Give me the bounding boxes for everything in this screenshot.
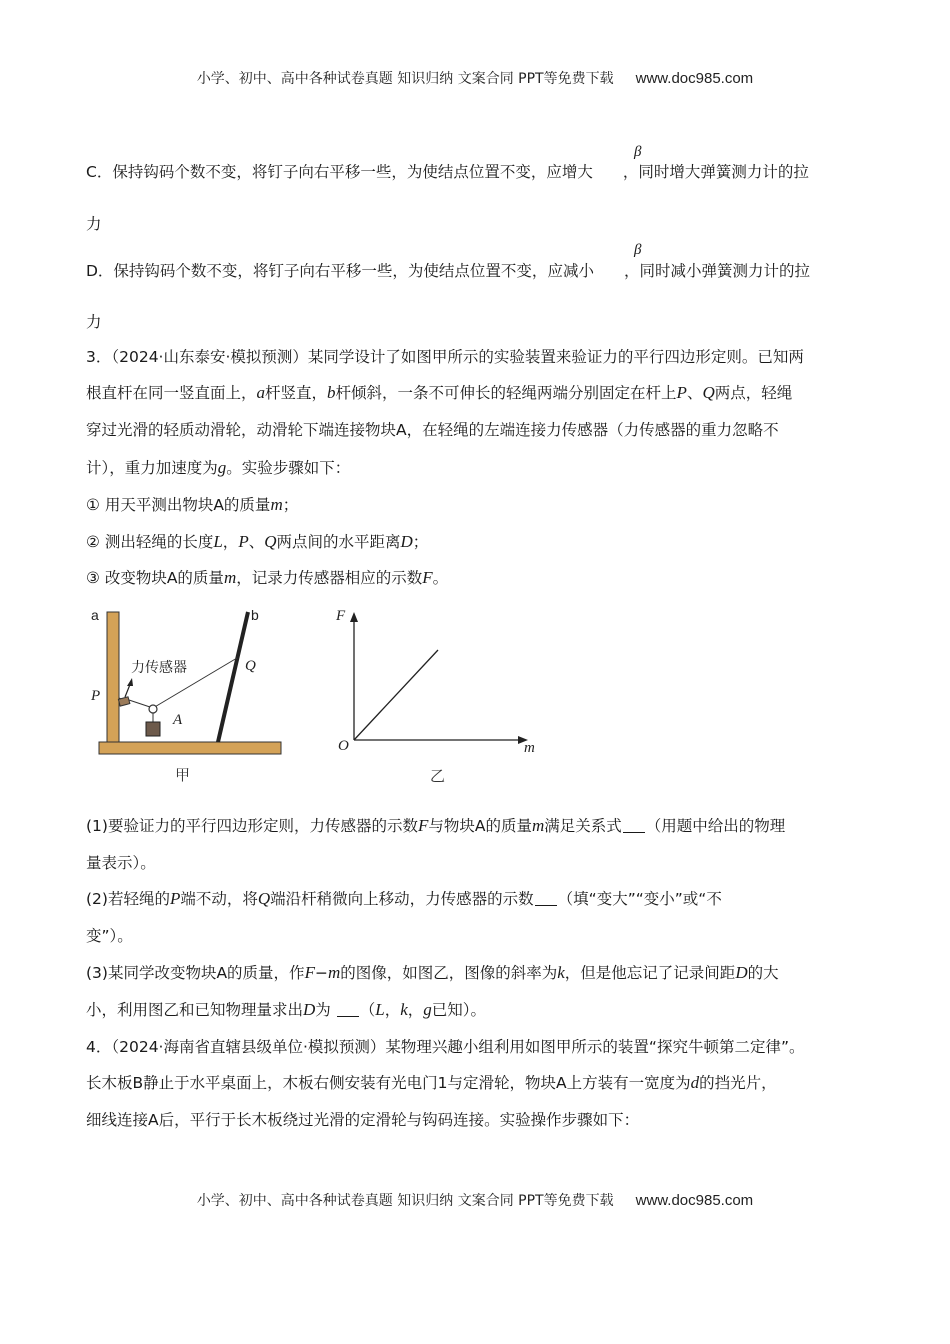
q3-line-4: 计），重力加速度为g。实验步骤如下： (86, 458, 351, 477)
q3-line-3: 穿过光滑的轻质动滑轮，动滑轮下端连接物块A，在轻绳的左端连接力传感器（力传感器的重力忽略不 (86, 421, 779, 439)
option-d-text: D．保持钩码个数不变，将钉子向右平移一些，为使结点位置不变，应减小 (86, 262, 594, 280)
pulley (149, 705, 157, 713)
q3-step-2: ② 测出轻绳的长度L，P、Q两点间的水平距离D； (86, 532, 429, 551)
q3-step-1: ① 用天平测出物块A的质量m； (86, 495, 299, 514)
option-d-beta: β (634, 242, 642, 258)
option-d-text-end: ，同时减小弹簧测力计的拉 (623, 262, 810, 280)
page-header (0, 68, 950, 88)
header-text: 小学、初中、高中各种试卷真题 知识归纳 文案合同 PPT等免费下载 (196, 71, 614, 87)
q4-line-1: 4．（2024·海南省直辖县级单位·模拟预测）某物理兴趣小组利用如图甲所示的装置“探究牛顿第二定律”。 (86, 1038, 805, 1056)
option-c-line (86, 160, 809, 182)
header-url[interactable]: www.doc985.com (635, 70, 754, 87)
answer-blank-3[interactable] (337, 1002, 359, 1017)
f-m-line (354, 650, 438, 740)
page-footer (0, 1190, 950, 1210)
caption-yi: 乙 (430, 767, 446, 785)
q3-sub1-line2: 量表示）。 (86, 854, 156, 872)
answer-blank-2[interactable] (535, 891, 557, 906)
q3-line-2: 根直杆在同一竖直面上，a杆竖直，b杆倾斜，一条不可伸长的轻绳两端分别固定在杆上P、Q两点，轻绳 (86, 383, 793, 402)
option-d-line (86, 259, 810, 281)
label-force-sensor: 力传感器 (131, 660, 187, 676)
q3-sub2-line1: (2)若轻绳的P端不动，将Q端沿杆稍微向上移动，力传感器的示数 （填“变大”“变小”或“不 (86, 889, 722, 908)
label-p: P (91, 688, 101, 704)
footer-text: 小学、初中、高中各种试卷真题 知识归纳 文案合同 PPT等免费下载 (196, 1193, 614, 1209)
label-q: Q (245, 658, 256, 674)
figure-yi (330, 600, 550, 790)
q3-step-3: ③ 改变物块A的质量m，记录力传感器相应的示数F。 (86, 568, 449, 587)
option-d-continued: 力 (86, 313, 102, 331)
block-a (146, 722, 160, 736)
q3-sub3-line1: (3)某同学改变物块A的质量，作F−m的图像，如图乙，图像的斜率为k，但是他忘记了记录间距D的大 (86, 963, 779, 982)
y-axis-arrow (350, 612, 358, 622)
q3-line-1: 3．（2024·山东泰安·模拟预测）某同学设计了如图甲所示的实验装置来验证力的平行四边形定则。已知两 (86, 348, 804, 366)
sensor-arrow-head (127, 678, 133, 686)
option-c-continued: 力 (86, 215, 102, 233)
answer-blank-1[interactable] (623, 818, 645, 833)
q3-sub2-line2: 变”）。 (86, 927, 133, 945)
axis-label-f: F (336, 608, 346, 624)
label-a: a (91, 607, 99, 623)
q3-sub3-line2: 小，利用图乙和已知物理量求出D为 （L，k，g已知）。 (86, 1000, 487, 1019)
label-block-a: A (173, 712, 183, 728)
q4-line-2: 长木板B静止于水平桌面上，木板右侧安装有光电门1与定滑轮，物块A上方装有一宽度为d的挡光片， (86, 1073, 777, 1092)
figure-jia (85, 600, 295, 790)
axis-label-o: O (338, 738, 349, 754)
rod-b (218, 612, 248, 742)
rod-a (107, 612, 119, 742)
caption-jia: 甲 (175, 766, 191, 784)
label-b: b (251, 607, 259, 623)
axis-label-m: m (524, 740, 535, 756)
base-plank (99, 742, 281, 754)
footer-url[interactable]: www.doc985.com (635, 1192, 754, 1209)
option-c-text: C．保持钩码个数不变，将钉子向右平移一些，为使结点位置不变，应增大 (86, 163, 593, 181)
q4-line-3: 细线连接A后，平行于长木板绕过光滑的定滑轮与钩码连接。实验操作步骤如下： (86, 1111, 640, 1129)
q3-sub1-line1: (1)要验证力的平行四边形定则，力传感器的示数F与物块A的质量m满足关系式 （用题中给出的物理 (86, 816, 786, 835)
option-c-beta: β (634, 144, 642, 160)
option-c-text-end: ，同时增大弹簧测力计的拉 (622, 163, 809, 181)
